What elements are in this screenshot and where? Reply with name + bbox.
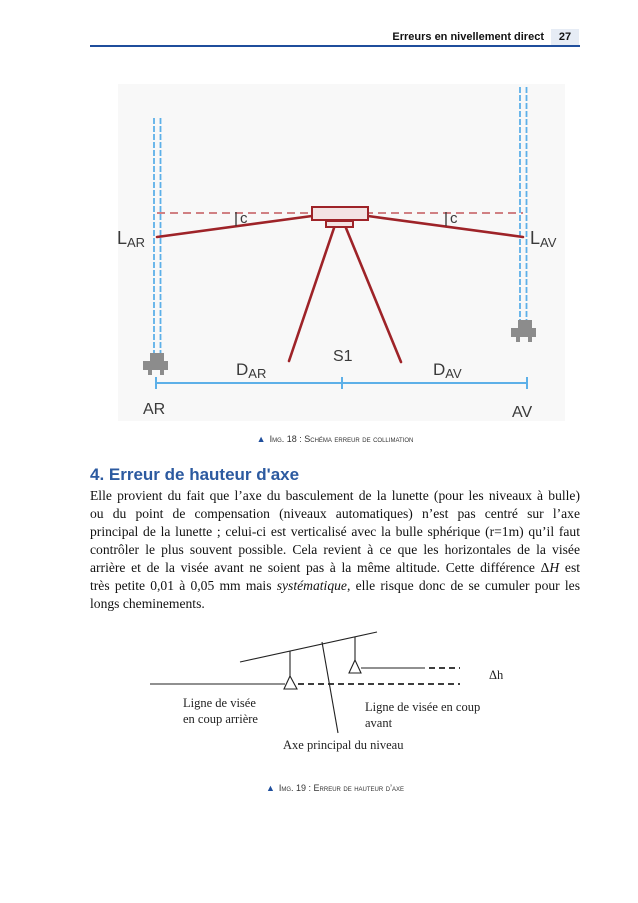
delta-symbol: Δ bbox=[540, 560, 550, 575]
page-number: 27 bbox=[551, 29, 579, 45]
figure-18-caption-text: Img. 18 : Schéma erreur de collimation bbox=[269, 434, 414, 444]
figure-axis-height-error bbox=[140, 622, 520, 764]
figure-18-background bbox=[118, 84, 565, 421]
delta-variable: H bbox=[549, 560, 560, 575]
paragraph-line: ou du point de compensation (niveaux automatiques) n’est pas centré sur l’axe bbox=[90, 506, 580, 521]
label-main-axis: Axe principal du niveau bbox=[283, 738, 404, 752]
running-header-title: Erreurs en nivellement direct bbox=[392, 31, 544, 43]
angle-label-left: c bbox=[240, 210, 248, 227]
front-pivot-triangle bbox=[349, 660, 361, 673]
label-front: AV bbox=[512, 404, 533, 421]
label-rear-sight-1: Ligne de visée bbox=[183, 696, 256, 710]
figure-19-caption-text: Img. 19 : Erreur de hauteur d’axe bbox=[278, 783, 405, 793]
main-axis-line bbox=[322, 642, 338, 733]
paragraph-line: principal de la lunette ; celui-ci est verticalisé avec la bulle sphérique (r=1m) qu’il faut bbox=[90, 524, 580, 539]
figure-18-caption bbox=[90, 433, 580, 445]
label-d-ar-main: D bbox=[236, 360, 249, 379]
paragraph-line: Elle provient du fait que l’axe du basculement de la lunette (pour les niveaux à bulle) bbox=[90, 488, 580, 503]
section-heading: 4. Erreur de hauteur d'axe bbox=[90, 465, 300, 484]
label-delta-h: Δh bbox=[489, 668, 504, 682]
label-d-av-sub: AV bbox=[445, 366, 462, 381]
instrument-base bbox=[326, 221, 353, 227]
tilted-telescope-line bbox=[240, 632, 377, 662]
label-front-sight-2: avant bbox=[365, 716, 393, 730]
paragraph-line bbox=[90, 559, 580, 577]
label-front-sight-1: Ligne de visée en coup bbox=[365, 700, 481, 714]
paragraph-text: , elle risque donc de se cumuler pour les bbox=[346, 578, 581, 593]
label-rear: AR bbox=[143, 401, 166, 418]
label-l-ar-main: L bbox=[117, 228, 128, 248]
paragraph-text: est bbox=[564, 560, 581, 575]
paragraph-text: arrière et de la visée avant ne soient pas à la même altitude. Cette différence bbox=[90, 560, 535, 575]
paragraph-line: longs cheminements. bbox=[90, 596, 205, 611]
rear-pivot-triangle bbox=[284, 676, 297, 689]
paragraph-line bbox=[90, 577, 580, 595]
label-l-av-sub: AV bbox=[540, 235, 557, 250]
section-paragraph bbox=[90, 487, 580, 613]
caption-triangle-icon: ▲ bbox=[265, 783, 275, 793]
angle-label-right: c bbox=[450, 210, 458, 227]
label-d-av-main: D bbox=[433, 360, 446, 379]
label-l-ar-sub: AR bbox=[127, 235, 146, 250]
figure-19-caption bbox=[90, 782, 580, 794]
delta-h-formula bbox=[541, 560, 560, 575]
paragraph-line: contrôler le plus souvent possible. Cela revient à ce que les horizontales de la visée bbox=[90, 542, 580, 557]
label-station: S1 bbox=[333, 348, 353, 365]
label-l-av-main: L bbox=[530, 228, 541, 248]
figure-collimation-error bbox=[112, 82, 572, 422]
paragraph-text: très petite 0,01 à 0,05 mm mais bbox=[90, 578, 272, 593]
instrument-telescope bbox=[312, 207, 368, 220]
label-d-ar-sub: AR bbox=[248, 366, 267, 381]
paragraph-emphasis: systématique bbox=[276, 578, 347, 593]
header-rule bbox=[90, 45, 580, 47]
caption-triangle-icon: ▲ bbox=[256, 434, 266, 444]
label-rear-sight-2: en coup arrière bbox=[183, 712, 258, 726]
